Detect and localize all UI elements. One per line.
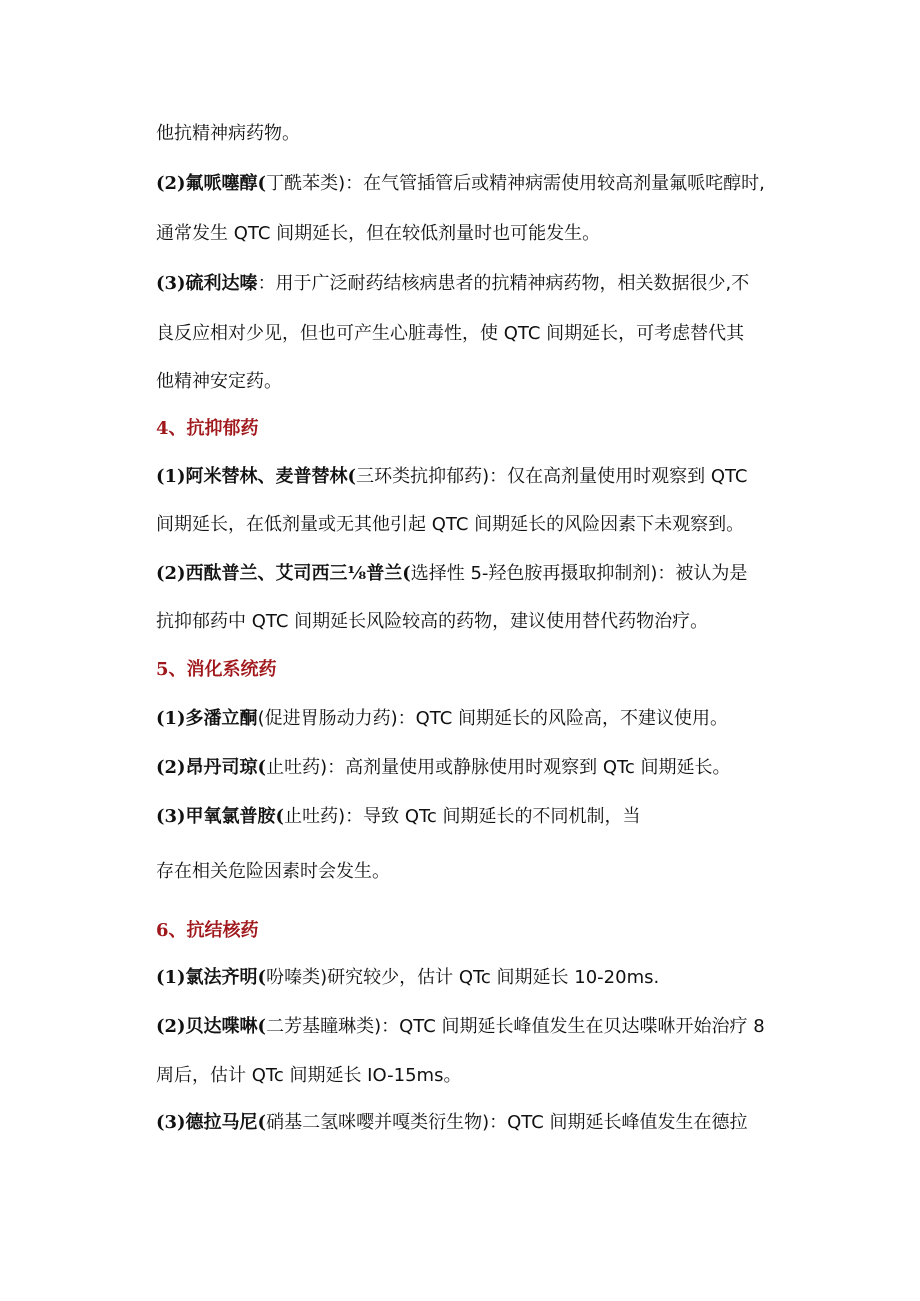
drug-name: (3)甲氧氯普胺( [156, 806, 285, 827]
paragraph-line [156, 1064, 776, 1088]
paragraph-line [156, 707, 776, 731]
line-text: 他精神安定药。 [156, 371, 282, 392]
paragraph-line [156, 860, 776, 884]
line-text: 三环类抗抑郁药)：仅在高剂量使用时观察到 QTC [356, 466, 748, 487]
line-text: 硝基二氢咪嘤并嘎类衍生物)：QTC 间期延长峰值发生在德拉 [266, 1112, 748, 1133]
paragraph-line [156, 322, 776, 346]
line-text: 通常发生 QTC 间期延长，但在较低剂量时也可能发生。 [156, 223, 601, 244]
paragraph-line [156, 610, 776, 634]
line-text: 吩嗪类)研究较少，估计 QTc 间期延长 10-20ms. [266, 967, 660, 988]
paragraph-line [156, 272, 776, 296]
paragraph-line [156, 465, 776, 489]
line-text: 间期延长，在低剂量或无其他引起 QTC 间期延长的风险因素下未观察到。 [156, 514, 745, 535]
line-text: 丁酰苯类)：在气管插管后或精神病需使用较高剂量氟哌咤醇时, [266, 173, 765, 194]
drug-name: (1)多潘立酮 [156, 708, 258, 729]
section-heading: 6、抗结核药 [156, 920, 259, 941]
line-text: 存在相关危险因素时会发生。 [156, 861, 390, 882]
line-text: 良反应相对少见，但也可产生心脏毒性，使 QTC 间期延长，可考虑替代其 [156, 323, 745, 344]
drug-name: (1)阿米替林、麦普替林( [156, 466, 357, 487]
section-heading: 4、抗抑郁药 [156, 418, 259, 439]
paragraph-line [156, 1111, 776, 1135]
line-text: 二芳基瞳琳类)：QTC 间期延长峰值发生在贝达喋咻开始治疗 8 [266, 1016, 765, 1037]
line-text: 选择性 5-羟色胺再摄取抑制剂)：被认为是 [410, 563, 748, 584]
paragraph-line [156, 805, 776, 829]
line-text: (促进胃肠动力药)：QTC 间期延长的风险高，不建议使用。 [257, 708, 729, 729]
drug-name: (3)硫利达嗪 [156, 273, 258, 294]
drug-name: (2)氟哌噻醇( [156, 173, 267, 194]
drug-name: (2)昂丹司琼( [156, 757, 267, 778]
line-text: 他抗精神病药物。 [156, 123, 300, 144]
line-text: 周后，估计 QTc 间期延长 IO-15ms。 [156, 1065, 462, 1086]
drug-name: (2)贝达喋啉( [156, 1016, 267, 1037]
paragraph-line [156, 1015, 776, 1039]
drug-name: (1)氯法齐明( [156, 967, 267, 988]
paragraph-line [156, 122, 776, 146]
line-text: 止吐药)：导致 QTc 间期延长的不同机制，当 [284, 806, 641, 827]
paragraph-line [156, 562, 776, 586]
paragraph-line [156, 966, 776, 990]
line-text: 止吐药)：高剂量使用或静脉使用时观察到 QTc 间期延长。 [266, 757, 731, 778]
paragraph-line [156, 513, 776, 537]
line-text: ：用于广泛耐药结核病患者的抗精神病药物，相关数据很少,不 [257, 273, 750, 294]
section-heading: 5、消化系统药 [156, 659, 277, 680]
paragraph-line [156, 222, 776, 246]
line-text: 抗抑郁药中 QTC 间期延长风险较高的药物，建议使用替代药物治疗。 [156, 611, 709, 632]
drug-name: (2)西酞普兰、艾司西三⅛普兰( [156, 563, 411, 584]
paragraph-line [156, 172, 776, 196]
drug-name: (3)德拉马尼( [156, 1112, 267, 1133]
paragraph-line [156, 370, 776, 394]
paragraph-line [156, 756, 776, 780]
